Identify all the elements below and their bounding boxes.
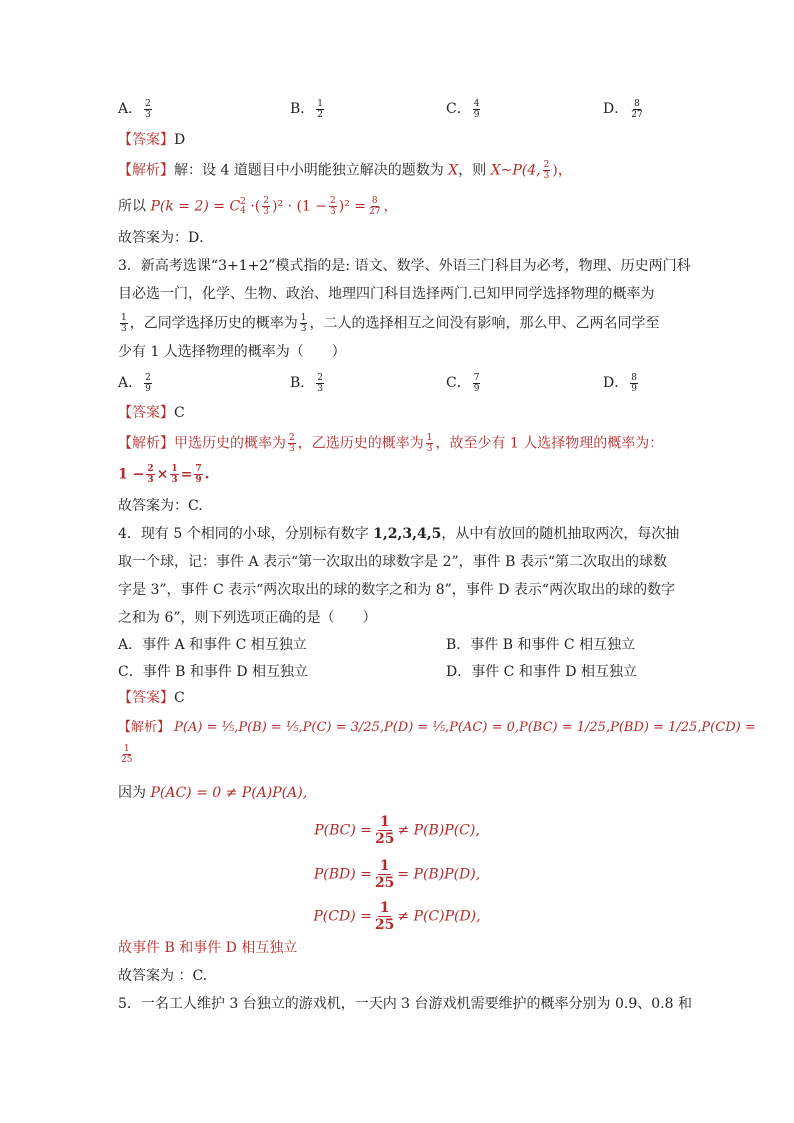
q5-stem-line-1: 5．一名工人维护 3 台独立的游戏机，一天内 3 台游戏机需要维护的概率分别为 0.9、0.8 和: [118, 996, 692, 1012]
q2-conclusion: 故答案为：D．: [118, 230, 214, 246]
q4-equation-1: P(BC) = $\frac{1}{25}$ ≠ P(B)P(C),: [314, 814, 480, 847]
q3-stem-line-4: 少有 1 人选择物理的概率为（ ）: [118, 344, 346, 360]
q3-option-a: A． $\frac{2}{9}$: [118, 372, 151, 394]
q2-answer: 【答案】D: [118, 132, 186, 148]
q2-option-b: B． $\frac{1}{2}$: [290, 98, 324, 120]
q4-explanation-1: 【解析】 P(A) = ⅕,P(B) = ⅕,P(C) = 3/25,P(D) = ⅕,P(AC) = 0,P(BC) = 1/25,P(BD) = 1/25,P(CD) =: [118, 720, 756, 735]
q4-explanation-tail: $\frac{1}{25}$: [121, 744, 133, 765]
q3-stem-line-2: 目必选一门，化学、生物、政治、地理四门科目选择两门.已知甲同学选择物理的概率为: [118, 286, 655, 302]
q3-option-c: C． $\frac{7}{9}$: [446, 372, 480, 394]
q2-option-d: D． $\frac{8}{27}$: [603, 98, 643, 120]
q3-option-b: B． $\frac{2}{3}$: [290, 372, 324, 394]
q3-explanation-1: 【解析】甲选历史的概率为 $\frac{2}{3}$ ，乙选历史的概率为 $\frac{1}{3}$ ，故至少有 1 人选择物理的概率为：: [118, 433, 664, 454]
q4-answer: 【答案】C: [118, 690, 185, 706]
q4-stem-line-2: 取一个球，记：事件 A 表示“第一次取出的球数字是 2”，事件 B 表示“第二次取出的球数: [118, 554, 668, 570]
q3-stem-line-3: $\frac{1}{3}$ ，乙同学选择历史的概率为 $\frac{1}{3}$ ，二人的选择相互之间没有影响，那么甲、乙两名同学至: [121, 313, 660, 334]
q2-explanation-2: 所以 P(k = 2) = C 2 4 ·( $\frac{2}{3}$ )² · (1 − $\frac{2}{3}$ )² = $\frac{8}{27}$ ，: [118, 196, 398, 217]
q4-option-d: D．事件 C 和事件 D 相互独立: [446, 664, 637, 680]
q3-stem-line-1: 3．新高考选课“3+1+2”模式指的是: 语文、数学、外语三门科目为必考，物理、历史两门科: [118, 258, 691, 274]
q4-option-a: A．事件 A 和事件 C 相互独立: [118, 637, 307, 653]
q4-option-c: C．事件 B 和事件 D 相互独立: [118, 664, 309, 680]
q3-answer: 【答案】C: [118, 405, 185, 421]
q4-stem-line-4: 之和为 6”，则下列选项正确的是（ ）: [118, 610, 377, 626]
q4-stem-line-1: 4．现有 5 个相同的小球，分别标有数字 1,2,3,4,5，从中有放回的随机抽取两次，每次抽: [118, 526, 680, 542]
q2-option-a: A． $\frac{2}{3}$: [118, 98, 151, 120]
q4-equation-3: P(CD) = $\frac{1}{25}$ ≠ P(C)P(D),: [313, 900, 481, 933]
q4-conclusion-1: 故事件 B 和事件 D 相互独立: [118, 940, 298, 956]
q4-stem-line-3: 字是 3”，事件 C 表示“两次取出的球的数字之和为 8”，事件 D 表示“两次取出的球的数字: [118, 582, 676, 598]
q3-conclusion: 故答案为：C.: [118, 498, 203, 514]
q3-option-d: D． $\frac{8}{9}$: [603, 372, 637, 394]
q2-explanation-1: 【解析】解：设 4 道题目中小明能独立解决的题数为 X，则 X~P(4, $\frac{2}{3}$ )，: [118, 160, 572, 181]
q2-option-c: C． $\frac{4}{9}$: [446, 98, 480, 120]
q4-equation-2: P(BD) = $\frac{1}{25}$ = P(B)P(D),: [313, 858, 481, 891]
q3-explanation-2: 1 − $\frac{2}{3}$ × $\frac{1}{3}$ = $\frac{7}{9}$ .: [118, 464, 210, 485]
q4-conclusion-2: 故答案为 ：C.: [118, 968, 208, 984]
q4-option-b: B．事件 B 和事件 C 相互独立: [446, 637, 636, 653]
q4-because: 因为 P(AC) = 0 ≠ P(A)P(A),: [118, 785, 308, 801]
